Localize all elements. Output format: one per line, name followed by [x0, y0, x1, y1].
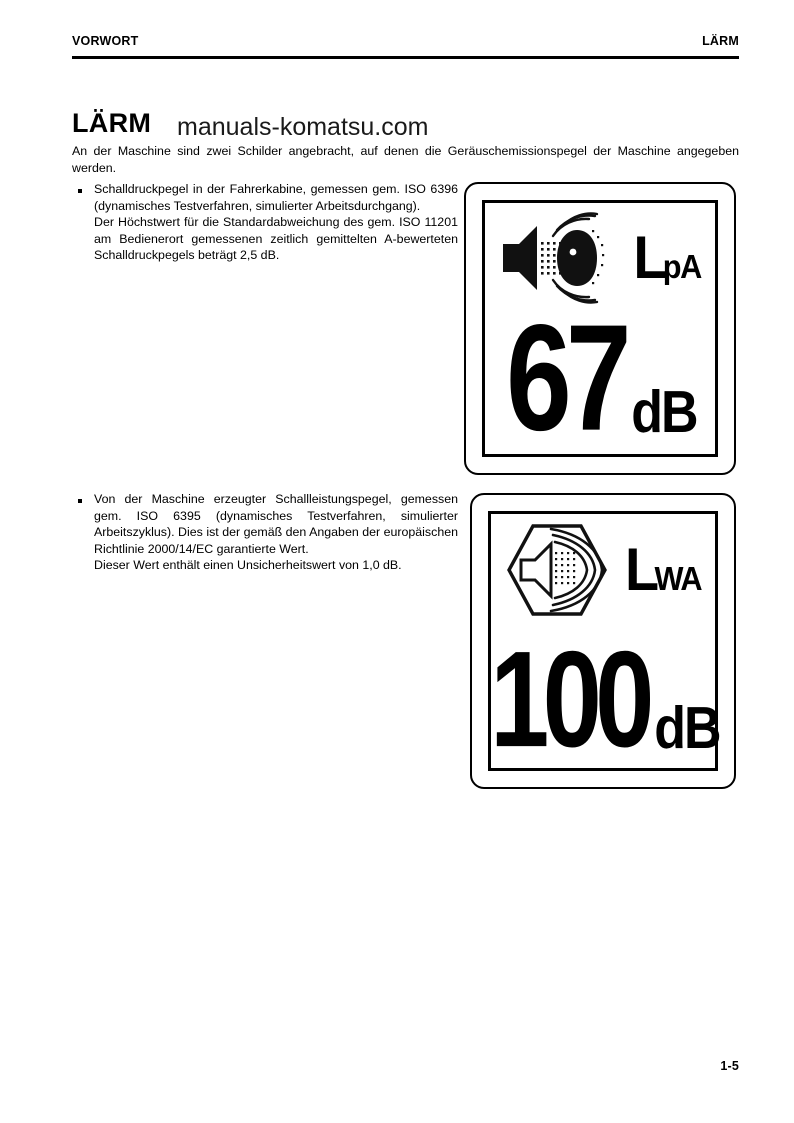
bullet-marker-icon: [72, 491, 94, 509]
decal-value: 67: [506, 294, 627, 463]
speaker-ear-icon: [497, 210, 605, 306]
bullet-paragraph: Dieser Wert enthält einen Unsicherheitswert von 1,0 dB.: [94, 558, 402, 573]
bullet-item-sound-power: [72, 491, 458, 574]
page-header: [72, 34, 739, 56]
watermark-text: manuals-komatsu.com: [177, 113, 429, 141]
decal-bottom-row: [490, 621, 720, 776]
decal-value-row: [485, 294, 715, 463]
decal-value: 100: [490, 622, 649, 776]
decal-value-row: [490, 622, 720, 776]
speaker-hexagon-icon: [503, 522, 611, 618]
decal-inner-frame: [488, 511, 720, 776]
decal-label-subscript: pA: [663, 248, 702, 286]
decal-unit: dB: [631, 378, 697, 446]
decal-label-main: L: [625, 535, 657, 603]
header-topic-label: LÄRM: [702, 34, 739, 48]
bullet-text-block: [94, 181, 458, 264]
decal-label-main: L: [633, 224, 666, 292]
decal-sound-power: [470, 493, 736, 789]
bullet-paragraph: Schalldruckpegel in der Fahrerkabine, gemessen gem. ISO 6396 (dynamisches Testverfahren, simulierter Arbeitsdurchgang).: [94, 182, 458, 213]
decal-label-subscript: WA: [654, 559, 702, 597]
bullet-marker-icon: [72, 181, 94, 199]
bullet-item-sound-pressure: [72, 181, 458, 264]
header-section-label: VORWORT: [72, 34, 139, 48]
page-title: LÄRM: [72, 108, 152, 138]
decal-label-lpa: [633, 224, 705, 292]
decal-unit: dB: [654, 694, 720, 762]
decal-inner-frame: [482, 200, 718, 463]
bullet-text-block: [94, 491, 458, 574]
bullet-paragraph: Von der Maschine erzeugter Schallleistungspegel, gemessen gem. ISO 6395 (dynamisches Testverfahren, simulierter Arbeitszyklus). Dies ist der gemäß den Angaben der europäischen Richtlinie 2000/14/EC garantierte Wert.: [94, 492, 458, 556]
decal-top-row: [491, 514, 715, 626]
intro-paragraph: An der Maschine sind zwei Schilder angebracht, auf denen die Geräuschemissionspegel der Maschine angegeben werden.: [72, 144, 739, 175]
page-number: 1-5: [720, 1059, 739, 1073]
decal-bottom-row: [485, 294, 715, 463]
decal-sound-pressure: [464, 182, 736, 475]
header-divider: [72, 56, 739, 59]
bullet-paragraph: Der Höchstwert für die Standardabweichung des gem. ISO 11201 am Bedienerort gemessenen zeitlich gemittelten A-bewerteten Schalldruckpegels beträgt 2,5 dB.: [94, 215, 458, 263]
decal-label-lwa: [625, 535, 705, 603]
title-row: [72, 108, 739, 142]
